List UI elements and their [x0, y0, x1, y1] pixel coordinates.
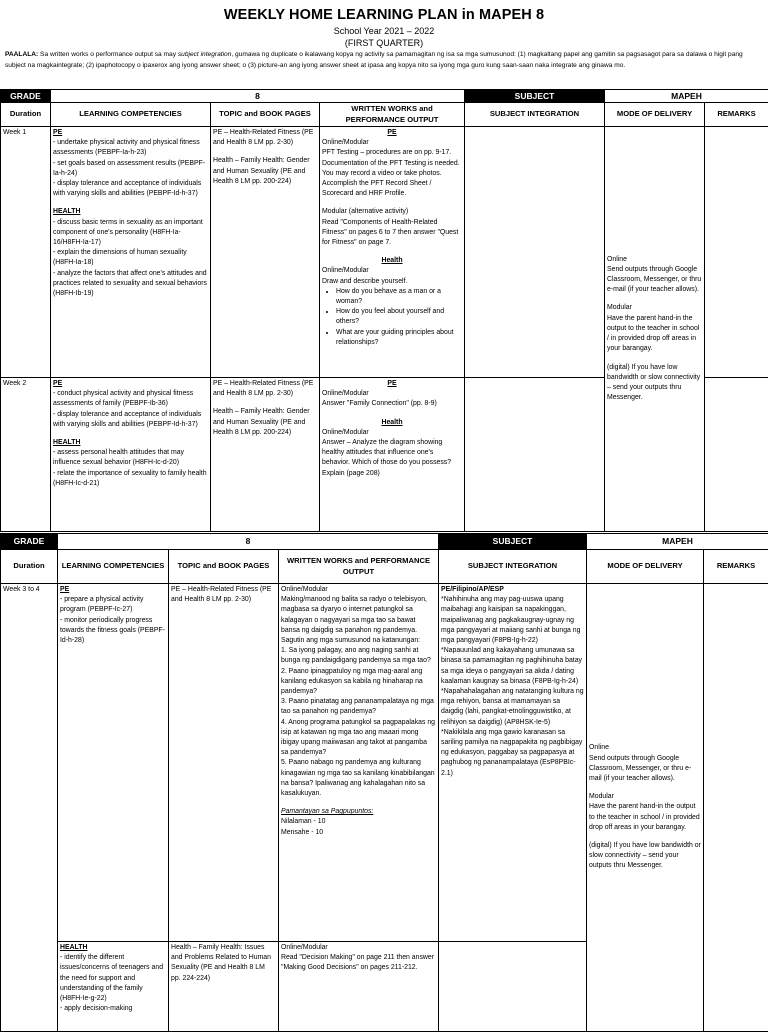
week1-topics — [211, 127, 320, 378]
week34-topic-health: Health – Family Health: Issues and Problems Related to Human Sexuality (PE and Health 8 LM pp. 224-224) — [169, 942, 279, 1032]
duration-header: Duration — [1, 103, 51, 127]
week2-topic-pe: PE – Health-Related Fitness (PE and Health 8 LM pp. 2-30) — [213, 379, 317, 399]
week34-health-comp-1: - identify the different issues/concerns of teenagers and the need for support and understanding of the family (H8FH-Ie-g-22) — [60, 953, 166, 1004]
delivery2-online-head: Online — [589, 743, 701, 753]
mode-delivery-weeks-1-2 — [605, 127, 705, 532]
week1-health-comp-3: - analyze the factors that affect one's attitudes and practices related to sexuality and sexual behaviors (H8FH-Ib-19) — [53, 269, 208, 300]
week1-ww-health-bullet-1: • How do you behave as a man or a woman? — [336, 287, 462, 307]
week1-ww-health-mode: Online/Modular — [322, 266, 462, 276]
week34-ww-intro: Making/manood ng balita sa radyo o telebisyon, magbasa sa dyaryo o internet patungkol sa kalagayan o nagyayari sa mga tao sa bawat bansa ng daigdig sa panahon ng pandemya. Sagutin ang mga sumusunod na katanungan: — [281, 595, 436, 646]
delivery1-online-head: Online — [607, 255, 702, 265]
week34-health-label: HEALTH — [60, 943, 166, 953]
delivery1-online-text: Send outputs through Google Classroom, Messenger, or thru e-mail (if your teacher allows). — [607, 265, 702, 296]
plan-table-weeks-1-2 — [0, 89, 768, 532]
week34-ww-mode: Online/Modular — [281, 585, 436, 595]
duration-header-2: Duration — [1, 550, 58, 584]
written-works-header: WRITTEN WORKS and PERFORMANCE OUTPUT — [320, 103, 465, 127]
grade-label: GRADE — [1, 90, 51, 103]
week2-ww-health-text: Answer – Analyze the diagram showing healthy attitudes that influence one's behavior. Which of those do you possess? Explain (page 208) — [322, 438, 462, 479]
delivery2-digital-text: (digital) If you have low bandwidth or slow connectivity – send your outputs thru Messenger. — [589, 841, 701, 872]
subject-integration-header: SUBJECT INTEGRATION — [465, 103, 605, 127]
week34-ww-health-mode: Online/Modular — [281, 943, 436, 953]
week34-ww-health — [279, 942, 439, 1032]
week2-health-comp-1: - assess personal health attitudes that may influence sexual behavior (H8FH-Ic-d-20) — [53, 448, 208, 468]
grade-value: 8 — [51, 90, 465, 103]
week1-pe-comp-2: - set goals based on assessment results (PEBPF-Ia-h-24) — [53, 159, 208, 179]
week1-pe-comp-1: - undertake physical activity and physical fitness assessments (PEBPF-Ia-h-23) — [53, 138, 208, 158]
week1-topic-pe: PE – Health-Related Fitness (PE and Health 8 LM pp. 2-30) — [213, 128, 317, 148]
week1-competencies — [51, 127, 211, 378]
delivery1-modular-head: Modular — [607, 303, 702, 313]
week34-si-label: PE/Filipino/AP/ESP — [441, 585, 584, 595]
week34-ww-q4: 4. Anong programa patungkol sa pagpapalakas ng isip at katawan ng mga tao ang maaari mong ibigay upang maiiwasan ang takot at pangamba sa pandemya? — [281, 718, 436, 759]
week34-pe-label: PE — [60, 585, 166, 595]
week34-ww-criteria-1: Nilalaman - 10 — [281, 817, 436, 827]
week2-pe-comp-2: - display tolerance and acceptance of individuals with varying skills and abilities (PEBPF-Id-h-37) — [53, 410, 208, 430]
week1-ww-pe-mode: Online/Modular — [322, 138, 462, 148]
week34-remarks — [704, 584, 768, 1032]
school-year: School Year 2021 – 2022 — [0, 26, 768, 36]
week34-pe-competencies — [58, 584, 169, 942]
week1-health-label: HEALTH — [53, 207, 208, 217]
week34-topic-pe: PE – Health-Related Fitness (PE and Health 8 LM pp. 2-30) — [169, 584, 279, 942]
delivery1-modular-text: Have the parent hand-in the output to the teacher in school / in provided drop off areas in your barangay. — [607, 314, 702, 355]
week1-ww-pe-alt: Read "Components of Health-Related Fitness" on pages 6 to 7 then answer "Quest for Fitness" on page 7. — [322, 218, 462, 249]
competencies-header: LEARNING COMPETENCIES — [51, 103, 211, 127]
subject-value-2: MAPEH — [587, 534, 768, 550]
week1-health-comp-2: - explain the dimensions of human sexuality (H8FH-Ia-18) — [53, 248, 208, 268]
remarks-header-2: REMARKS — [704, 550, 768, 584]
week34-written-works — [279, 584, 439, 942]
week1-ww-pe-alt-head: Modular (alternative activity) — [322, 207, 462, 217]
week34-duration: Week 3 to 4 — [1, 584, 58, 1032]
week1-written-works — [320, 127, 465, 378]
week2-competencies — [51, 378, 211, 532]
topic-header-2: TOPIC and BOOK PAGES — [169, 550, 279, 584]
week34-health-subject-integration — [439, 942, 587, 1032]
week34-pe-row — [1, 584, 768, 942]
paalala-note — [5, 50, 765, 71]
week1-ww-health-bullet-2: • How do you feel about yourself and others? — [336, 307, 462, 327]
week34-si-item-4: *Nakikilala ang mga gawio karanasan sa sariling pamilya na nagpapakita ng pagbibigay ng edukasyon, paggabay sa pagpapasya at paghubog ng pananampalataya (EsP8PBIc-2.1) — [441, 728, 584, 779]
delivery1-digital-text: (digital) If you have low bandwidth or slow connectivity – send your outputs thru Messenger. — [607, 363, 702, 404]
topic-header: TOPIC and BOOK PAGES — [211, 103, 320, 127]
week2-ww-pe-mode: Online/Modular — [322, 389, 462, 399]
paalala-text-post: , gumawa ng duplicate o ikalawang kopya ng activity sa pamamagitan ng isa sa mga sumusunod: (1) magkaltang papel ang gamitin sa pagsasagot para sa dalawa o higit pang subject na magkaintegrate; (2) ipaphotocopy o ipaxerox ang iyong answer sheet; o (3) picture-an ang iyong answer sheet at ipasa ang kopya nito sa iyong mga guro kung saan-saan naka integrate ang ginawa mo. — [5, 51, 743, 69]
grade-label-2: GRADE — [1, 534, 58, 550]
week2-health-comp-2: - relate the importance of sexuality to family health (H8FH-Ic-d-21) — [53, 469, 208, 489]
week34-ww-q2: 2. Paano ipinagpatuloy ng mga mag-aaral ang kanilang edukasyon sa kabila ng hinaharap na pandemya? — [281, 667, 436, 698]
week34-health-comp-2: - apply decision-making — [60, 1004, 166, 1014]
week2-ww-pe-text: Answer "Family Connection" (pp. 8-9) — [322, 399, 462, 409]
week34-ww-q3: 3. Paano pinatatag ang pananampalataya ng mga tao sa panahon ng pandemya? — [281, 697, 436, 717]
week2-ww-health-mode: Online/Modular — [322, 428, 462, 438]
delivery2-modular-text: Have the parent hand-in the output to the teacher in school / in provided drop off areas in your barangay. — [589, 802, 701, 833]
week1-ww-health-text: Draw and describe yourself. — [322, 277, 462, 287]
remarks-header: REMARKS — [705, 103, 768, 127]
competencies-header-2: LEARNING COMPETENCIES — [58, 550, 169, 584]
week2-pe-comp-1: - conduct physical activity and physical fitness assessments of family (PEBPF-Ib-36) — [53, 389, 208, 409]
plan-table-weeks-3-4 — [0, 533, 768, 1032]
week34-ww-criteria-head: Pamantayan sa Pagpupuntos: — [281, 807, 436, 817]
week1-duration: Week 1 — [1, 127, 51, 378]
mode-delivery-header: MODE OF DELIVERY — [605, 103, 705, 127]
week1-ww-health-label: Health — [322, 256, 462, 266]
week2-pe-label: PE — [53, 379, 208, 389]
document-title: WEEKLY HOME LEARNING PLAN in MAPEH 8 — [0, 7, 768, 23]
subject-value: MAPEH — [605, 90, 768, 103]
week2-remarks — [705, 378, 768, 532]
week1-ww-pe-label: PE — [322, 128, 462, 138]
week34-ww-criteria-2: Mensahe - 10 — [281, 828, 436, 838]
week34-ww-q1: 1. Sa iyong palagay, ano ang naging sanhi at bunga ng pandaigdigang pandemya sa mga tao? — [281, 646, 436, 666]
mode-delivery-header-2: MODE OF DELIVERY — [587, 550, 704, 584]
subject-integration-header-2: SUBJECT INTEGRATION — [439, 550, 587, 584]
week2-duration: Week 2 — [1, 378, 51, 532]
week34-si-item-1: *Nahihinuha ang may pag-uuswa upang maibahagi ang kaisipan sa napakinggan, maipaliwanag ang pagkakaugnay-ugnay ng mga pangyayari at maiiang sanhi at bunga ng mga pangyayari (F8PB-Ig-h-22) — [441, 595, 584, 646]
week34-pe-comp-1: - prepare a physical activity program (PEBPF-Ic-27) — [60, 595, 166, 615]
week2-subject-integration — [465, 378, 605, 532]
delivery2-modular-head: Modular — [589, 792, 701, 802]
delivery2-online-text: Send outputs through Google Classroom, Messenger, or thru e-mail (if your teacher allows). — [589, 754, 701, 785]
week34-ww-health-text: Read "Decision Making" on page 211 then answer "Making Good Decisions" on pages 211-212. — [281, 953, 436, 973]
week34-subject-integration — [439, 584, 587, 942]
week1-pe-comp-3: - display tolerance and acceptance of individuals with varying skills and abilities (PEBPF-Id-h-37) — [53, 179, 208, 199]
week34-ww-q5: 5. Paano nabago ng pandemya ang kulturang kinagawian ng mga tao sa kanilang kinabibilangan na bansa? Ipaliwanag ang kahalagahan nito sa kasalukuyan. — [281, 758, 436, 799]
grade-value-2: 8 — [58, 534, 439, 550]
week2-ww-pe-label: PE — [322, 379, 462, 389]
subject-label: SUBJECT — [465, 90, 605, 103]
week34-si-item-2: *Napauunlad ang kakayahang umunawa sa binasa sa pamamagitan ng paghihinuha batay sa mga ideya o pangyayari sa akda / dating kaalaman kaugnay sa binasa (F8PB-Ig-h-24) — [441, 646, 584, 687]
week1-pe-label: PE — [53, 128, 208, 138]
week2-written-works — [320, 378, 465, 532]
paalala-text-pre: Sa written works o performance output sa may — [38, 51, 178, 58]
paalala-label: PAALALA: — [5, 51, 38, 58]
week2-ww-health-label: Health — [322, 418, 462, 428]
subject-label-2: SUBJECT — [439, 534, 587, 550]
paalala-text-em: subject integration — [178, 51, 232, 58]
week2-topics — [211, 378, 320, 532]
week2-health-label: HEALTH — [53, 438, 208, 448]
week1-health-comp-1: - discuss basic terms in sexuality as an important component of one's personality (H8FH-Ia-16/H8FH-Ia-17) — [53, 218, 208, 249]
week1-ww-health-bullet-3: • What are your guiding principles about relationships? — [336, 328, 462, 348]
week1-row — [1, 127, 768, 378]
week1-ww-pe-text: PFT Testing – procedures are on pp. 9-17. Documentation of the PFT Testing is needed. You may record a video or take photos. Accomplish the PFT Record Sheet / Scorecard and HRF Profile. — [322, 148, 462, 199]
quarter-label: (FIRST QUARTER) — [0, 38, 768, 48]
week1-ww-health-bullets — [322, 287, 462, 348]
week1-remarks — [705, 127, 768, 378]
week2-topic-health: Health – Family Health: Gender and Human Sexuality (PE and Health 8 LM pp. 200-224) — [213, 407, 317, 438]
week34-si-item-3: *Napahahalagahan ang natatanging kultura ng mga rehiyon, bansa at mamamayan sa daigdig (lahi, pangkat-etnolingguwistiko, at relihiyon sa daigdig) (AP8HSK-Ie-5) — [441, 687, 584, 728]
week1-topic-health: Health – Family Health: Gender and Human Sexuality (PE and Health 8 LM pp. 200-224) — [213, 156, 317, 187]
written-works-header-2: WRITTEN WORKS and PERFORMANCE OUTPUT — [279, 550, 439, 584]
week34-health-competencies — [58, 942, 169, 1032]
mode-delivery-weeks-3-4 — [587, 584, 704, 1032]
week1-subject-integration — [465, 127, 605, 378]
week34-pe-comp-2: - monitor periodically progress towards the fitness goals (PEBPF-Id-h-28) — [60, 616, 166, 647]
